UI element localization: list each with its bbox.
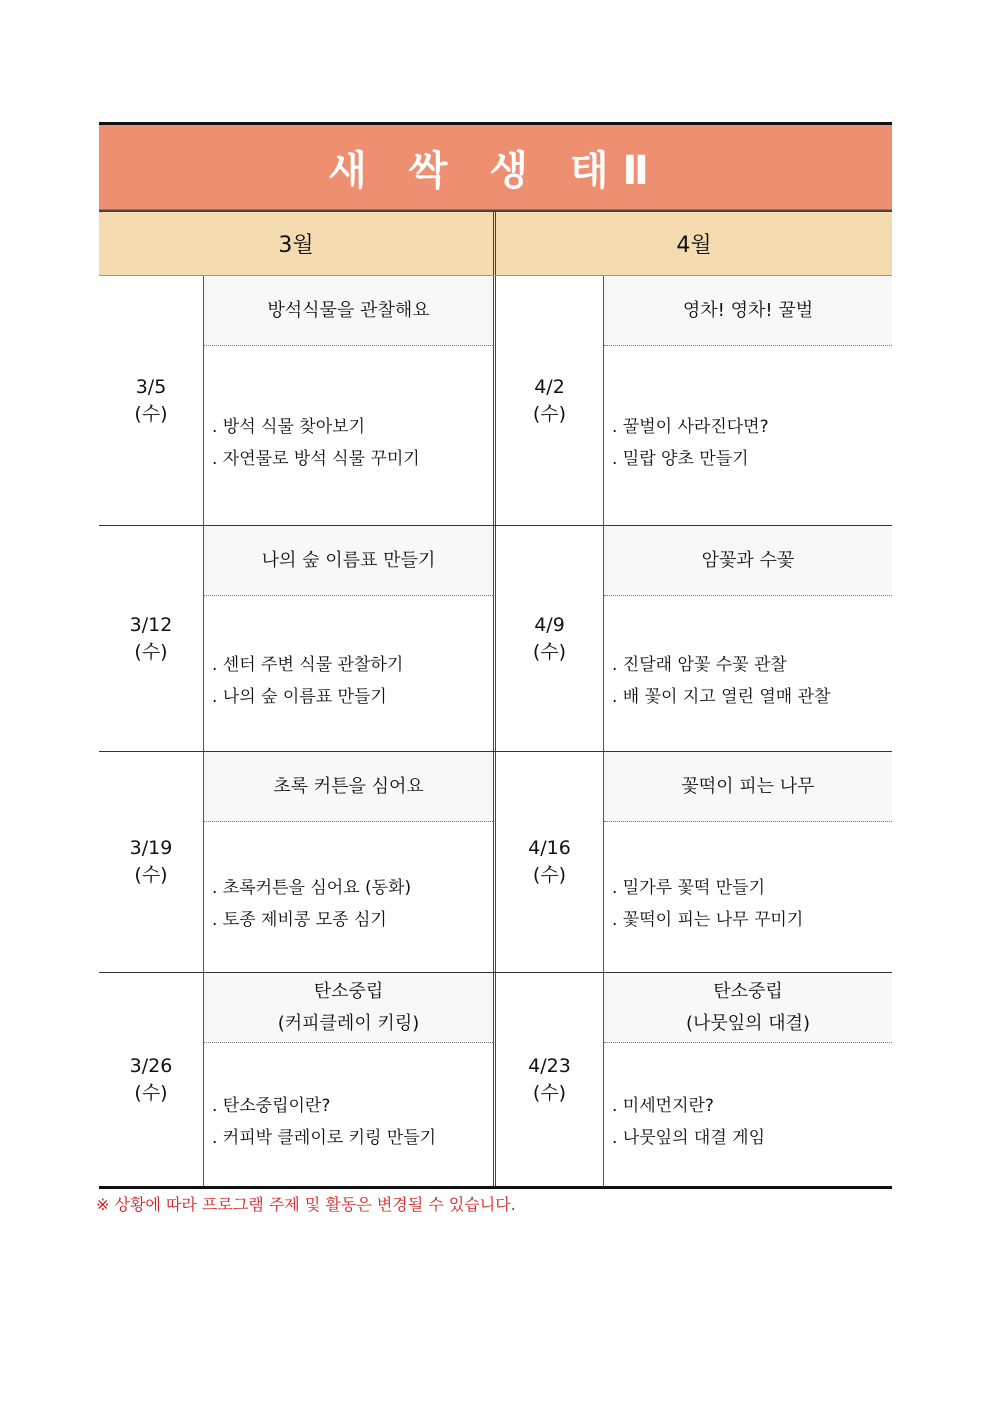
activity-list <box>204 346 493 525</box>
session-date <box>99 973 204 1186</box>
session-left <box>99 526 496 751</box>
session-topic <box>604 973 892 1043</box>
session-left <box>99 276 496 525</box>
session-date <box>99 752 204 972</box>
session-content <box>604 276 892 525</box>
program-title-bar <box>99 122 892 210</box>
activity-item: . 센터 주변 식물 관찰하기 <box>212 654 404 675</box>
weekday-label: (수) <box>134 864 168 886</box>
session-content <box>204 526 493 751</box>
session-content <box>604 973 892 1186</box>
weekday-label: (수) <box>532 864 567 886</box>
session-date <box>496 752 604 972</box>
activity-item: . 진달래 암꽃 수꽃 관찰 <box>612 654 787 675</box>
activity-item: . 밀랍 양초 만들기 <box>612 448 749 469</box>
date-label: 4/2 <box>534 375 565 398</box>
session-topic <box>604 276 892 346</box>
session-right <box>496 276 892 525</box>
activity-item: . 초록커튼을 심어요 (동화) <box>212 878 412 898</box>
weekday-label: (수) <box>532 1081 567 1104</box>
session-date <box>496 526 604 751</box>
activity-item: . 꽃떡이 피는 나무 꾸미기 <box>612 910 804 930</box>
weekday-label: (수) <box>532 402 567 425</box>
session-topic <box>204 973 493 1043</box>
week-rows <box>99 276 892 1189</box>
date-label: 4/9 <box>534 613 565 636</box>
topic-line: 꽃떡이 피는 나무 <box>681 775 815 797</box>
activity-list <box>204 596 493 751</box>
session-topic <box>604 752 892 822</box>
program-title: 새 싹 생 태Ⅱ <box>328 147 663 194</box>
session-right <box>496 973 892 1186</box>
session-right <box>496 526 892 751</box>
session-date <box>99 276 204 525</box>
weekday-label: (수) <box>134 402 168 425</box>
date-label: 3/12 <box>129 613 173 636</box>
session-right <box>496 752 892 972</box>
activity-item: . 배 꽃이 지고 열린 열매 관찰 <box>612 686 831 707</box>
activity-list <box>204 1043 493 1186</box>
topic-line: (커피클레이 키링) <box>277 1012 420 1034</box>
topic-line: 방석식물을 관찰해요 <box>267 299 430 321</box>
date-label: 4/23 <box>528 1054 571 1077</box>
week-row <box>99 276 892 526</box>
session-topic <box>604 526 892 596</box>
session-content <box>204 973 493 1186</box>
month-header-row <box>99 210 892 276</box>
topic-line: 초록 커튼을 심어요 <box>273 775 424 797</box>
session-left <box>99 752 496 972</box>
weekday-label: (수) <box>134 1081 168 1104</box>
session-content <box>604 526 892 751</box>
activity-item: . 나의 숲 이름표 만들기 <box>212 686 387 707</box>
activity-item: . 토종 제비콩 모종 심기 <box>212 910 387 930</box>
activity-item: . 나뭇잎의 대결 게임 <box>612 1127 765 1148</box>
activity-list <box>604 346 892 525</box>
week-row <box>99 526 892 752</box>
session-content <box>204 752 493 972</box>
activity-list <box>604 596 892 751</box>
program-table <box>99 122 892 1189</box>
activity-item: . 미세먼지란? <box>612 1095 714 1116</box>
week-row <box>99 973 892 1189</box>
session-topic <box>204 276 493 346</box>
date-label: 3/26 <box>129 1054 173 1077</box>
session-date <box>99 526 204 751</box>
change-notice: ※ 상황에 따라 프로그램 주제 및 활동은 변경될 수 있습니다. <box>96 1195 516 1214</box>
date-label: 3/5 <box>135 375 167 398</box>
session-left <box>99 973 496 1186</box>
activity-item: . 방석 식물 찾아보기 <box>212 416 365 437</box>
topic-line: (나뭇잎의 대결) <box>685 1012 811 1034</box>
session-content <box>204 276 493 525</box>
activity-item: . 꿀벌이 사라진다면? <box>612 416 769 437</box>
topic-line: 영차! 영차! 꿀벌 <box>682 299 814 321</box>
session-content <box>604 752 892 972</box>
session-topic <box>204 752 493 822</box>
weekday-label: (수) <box>134 640 168 663</box>
month-right: 4월 <box>676 233 712 258</box>
topic-line: 탄소중립 <box>313 980 384 1002</box>
activity-list <box>604 1043 892 1186</box>
activity-item: . 밀가루 꽃떡 만들기 <box>612 878 765 898</box>
session-topic <box>204 526 493 596</box>
session-date <box>496 973 604 1186</box>
date-label: 3/19 <box>129 837 173 859</box>
week-row <box>99 752 892 973</box>
activity-list <box>604 822 892 972</box>
weekday-label: (수) <box>532 640 567 663</box>
session-date <box>496 276 604 525</box>
topic-line: 나의 숲 이름표 만들기 <box>261 549 436 571</box>
topic-line: 암꽃과 수꽃 <box>701 549 795 571</box>
topic-line: 탄소중립 <box>713 980 783 1002</box>
activity-list <box>204 822 493 972</box>
activity-item: . 탄소중립이란? <box>212 1095 331 1116</box>
activity-item: . 커피박 클레이로 키링 만들기 <box>212 1127 437 1148</box>
activity-item: . 자연물로 방석 식물 꾸미기 <box>212 448 420 469</box>
date-label: 4/16 <box>528 837 571 859</box>
month-left: 3월 <box>99 212 496 275</box>
